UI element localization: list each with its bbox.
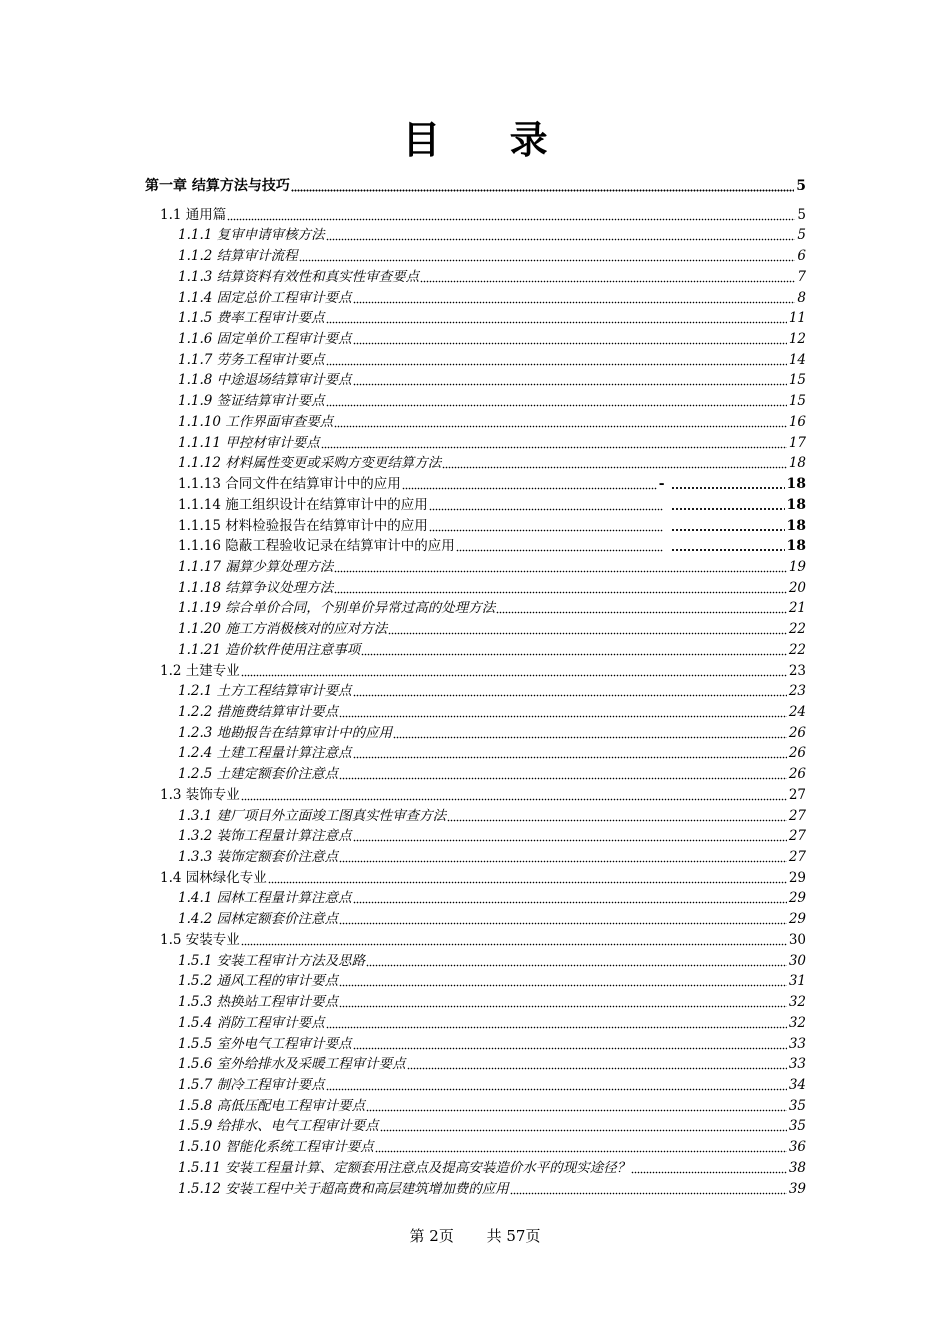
toc-entry[interactable] [178, 349, 806, 369]
toc-entry-title: 1.4 园林绿化专业 [160, 869, 267, 886]
toc-leader-dots [353, 745, 787, 759]
toc-leader-dots [321, 435, 787, 449]
toc-entry[interactable] [178, 1053, 806, 1073]
toc-leader-dots [326, 352, 787, 366]
toc-entry-title: 1.5.7 制冷工程审计要点 [178, 1076, 325, 1093]
toc-entry-title: 1.2 土建专业 [160, 662, 240, 679]
toc-entry-title: 1.1.2 结算审计流程 [178, 248, 298, 265]
toc-entry[interactable] [160, 867, 806, 887]
toc-entry[interactable] [178, 224, 806, 244]
toc-entry-page: 29 [788, 869, 806, 886]
toc-entry-page: 38 [788, 1159, 806, 1176]
toc-entry-page: 36 [788, 1139, 806, 1156]
toc-leader-dots [268, 870, 787, 884]
toc-entry-page: 8 [797, 289, 806, 306]
toc-entry-page: 14 [788, 351, 806, 368]
toc-leader-dots [339, 849, 787, 863]
toc-leader-dots [375, 1139, 787, 1153]
toc-entry-page: 5 [796, 178, 806, 194]
toc-leader-dots [326, 1077, 787, 1091]
toc-leader-dots [388, 621, 787, 635]
toc-leader-dots [241, 932, 787, 946]
toc-entry[interactable] [178, 1033, 806, 1053]
toc-entry[interactable] [178, 432, 806, 452]
toc-leader-dots [429, 497, 663, 511]
toc-entry[interactable] [178, 887, 806, 907]
toc-leader-dots-bold [671, 476, 785, 490]
toc-entry-title: 1.5.6 室外给排水及采暖工程审计要点 [178, 1056, 406, 1073]
toc-leader-dots [334, 580, 787, 594]
toc-entry[interactable] [178, 556, 806, 576]
toc-entry-page: 27 [788, 807, 806, 824]
toc-entry-title: 1.2.4 土建工程量计算注意点 [178, 745, 352, 762]
toc-entry-page: 15 [788, 372, 806, 389]
toc-entry[interactable] [178, 369, 806, 389]
toc-entry[interactable] [178, 1012, 806, 1032]
toc-leader-dots [510, 1181, 787, 1195]
toc-entry[interactable] [160, 660, 806, 680]
toc-entry-title: 1.5.1 安装工程审计方法及思路 [178, 952, 366, 969]
toc-entry-page: 11 [788, 310, 806, 327]
toc-entry-page: 27 [788, 786, 806, 803]
toc-leader-dots [227, 207, 795, 221]
toc-leader-dots [334, 559, 787, 573]
toc-leader-dots [339, 911, 787, 925]
toc-leader-dots [291, 178, 794, 192]
toc-leader-dots [496, 600, 787, 614]
toc-entry-title: 1.5.4 消防工程审计要点 [178, 1014, 325, 1031]
toc-entry-page: 5 [797, 227, 806, 244]
toc-entry-page: 29 [788, 911, 806, 928]
toc-entry-page: 6 [797, 248, 806, 265]
toc-entry-page: 23 [788, 683, 806, 700]
toc-entry-page: 29 [788, 890, 806, 907]
toc-entry-page: 22 [788, 621, 806, 638]
toc-entry[interactable] [160, 204, 806, 224]
toc-entry-title: 1.1.8 中途退场结算审计要点 [178, 372, 352, 389]
toc-leader-dots-bold [671, 497, 785, 511]
toc-leader-dots [353, 290, 796, 304]
toc-entry-page: 30 [788, 931, 806, 948]
toc-entry[interactable] [178, 515, 806, 535]
toc-entry-title: 1.1.9 签证结算审计要点 [178, 393, 325, 410]
toc-entry-page: 7 [797, 268, 806, 285]
toc-leader-dots [456, 538, 663, 552]
toc-entry-page: 18 [786, 538, 806, 555]
page-number: 第 2页 [409, 1227, 454, 1245]
toc-entry[interactable] [178, 266, 806, 286]
toc-entry-title: 1.2.1 土方工程结算审计要点 [178, 683, 352, 700]
toc-entry-title: 1.1.19 综合单价合同，个别单价异常过高的处理方法 [178, 600, 496, 617]
toc-entry[interactable] [178, 494, 806, 514]
toc-entry[interactable] [178, 1074, 806, 1094]
toc-entry-page: 26 [788, 745, 806, 762]
toc-entry[interactable] [178, 1136, 806, 1156]
toc-leader-dots [326, 1015, 787, 1029]
toc-leader-dots [241, 787, 787, 801]
toc-entry-page: 33 [788, 1035, 806, 1052]
toc-entry-page: 16 [788, 413, 806, 430]
toc-leader-dots [339, 766, 787, 780]
toc-entry[interactable] [178, 535, 806, 555]
toc-leader-dots [326, 227, 796, 241]
toc-leader-dots [241, 663, 787, 677]
toc-entry-page: 30 [788, 952, 806, 969]
toc-leader-dots [429, 518, 663, 532]
toc-entry[interactable] [178, 473, 806, 493]
toc-leader-dots [393, 725, 787, 739]
toc-leader-dots [353, 1036, 787, 1050]
toc-entry[interactable] [178, 639, 806, 659]
toc-entry-title: 1.4.1 园林工程量计算注意点 [178, 890, 352, 907]
toc-entry-page: 22 [788, 641, 806, 658]
toc-leader-dots [402, 476, 657, 490]
toc-entry-title: 1.1.11 甲控材审计要点 [178, 434, 320, 451]
toc-entry[interactable] [178, 1115, 806, 1135]
toc-leader-dots [366, 1098, 787, 1112]
toc-leader-dots-bold [671, 518, 785, 532]
toc-entry-title: 1.1.5 费率工程审计要点 [178, 310, 325, 327]
toc-leader-dots [326, 310, 787, 324]
toc-entry-page: 32 [788, 994, 806, 1011]
toc-entry[interactable] [178, 846, 806, 866]
toc-leader-dots [353, 890, 787, 904]
toc-entry[interactable] [178, 1095, 806, 1115]
toc-leader-dots [334, 414, 787, 428]
toc-entry-title: 1.5.5 室外电气工程审计要点 [178, 1035, 352, 1052]
toc-entry-title: 1.3.2 装饰工程量计算注意点 [178, 828, 352, 845]
toc-entry-page: 34 [788, 1076, 806, 1093]
toc-entry[interactable] [178, 245, 806, 265]
toc-entry[interactable] [178, 328, 806, 348]
toc-entry-page: 24 [788, 704, 806, 720]
toc-entry-title: 1.1.7 劳务工程审计要点 [178, 351, 325, 368]
toc-leader-dots-bold [671, 538, 785, 552]
toc-entry-title: 1.1.12 材料属性变更或采购方变更结算方法 [178, 455, 442, 472]
toc-entry-page: 17 [788, 434, 806, 451]
toc-leader-prefix: - [658, 476, 665, 493]
toc-entry-title: 1.4.2 园林定额套价注意点 [178, 911, 339, 928]
toc-entry[interactable] [178, 577, 806, 597]
toc-entry-page: 32 [788, 1014, 806, 1031]
toc-entry-page: 18 [786, 517, 806, 534]
toc-entry-title: 1.1.17 漏算少算处理方法 [178, 558, 334, 575]
toc-entry[interactable] [178, 742, 806, 762]
toc-entry[interactable] [178, 1178, 806, 1198]
toc-entry[interactable] [178, 991, 806, 1011]
toc-entry[interactable] [178, 597, 806, 617]
toc-entry[interactable] [178, 307, 806, 327]
toc-entry[interactable] [160, 784, 806, 804]
toc-entry[interactable] [178, 950, 806, 970]
toc-entry-title: 1.2.3 地勘报告在结算审计中的应用 [178, 724, 393, 741]
toc-leader-dots [339, 973, 787, 987]
toc-entry-title: 1.3.1 建厂项目外立面竣工图真实性审查方法 [178, 807, 447, 824]
toc-entry-title: 1.5.12 安装工程中关于超高费和高层建筑增加费的应用 [178, 1180, 509, 1197]
toc-entry-title: 1.1.14 施工组织设计在结算审计中的应用 [178, 496, 428, 513]
toc-entry[interactable] [145, 175, 806, 195]
toc-entry-title: 1.1.13 合同文件在结算审计中的应用 [178, 476, 401, 493]
toc-entry[interactable] [178, 825, 806, 845]
toc-entry-title: 1.1.15 材料检验报告在结算审计中的应用 [178, 517, 428, 534]
toc-entry[interactable] [178, 970, 806, 990]
toc-entry-page: 39 [788, 1180, 806, 1197]
toc-entry-title: 1.5.8 高低压配电工程审计要点 [178, 1097, 366, 1114]
toc-entry[interactable] [178, 680, 806, 700]
toc-entry-page: 23 [788, 662, 806, 679]
toc-leader-dots [442, 455, 787, 469]
toc-entry[interactable] [178, 805, 806, 825]
toc-leader-dots [353, 372, 787, 386]
toc-leader-dots [326, 393, 787, 407]
page-footer [0, 1226, 950, 1246]
toc-entry-title: 1.5.10 智能化系统工程审计要点 [178, 1139, 374, 1156]
toc-leader-dots [299, 248, 796, 262]
toc-leader-dots [407, 1056, 787, 1070]
toc-leader-dots [353, 828, 787, 842]
toc-entry[interactable] [178, 722, 806, 742]
toc-entry-page: 18 [786, 496, 806, 513]
toc-entry-page: 18 [788, 455, 806, 472]
toc-entry-page: 26 [788, 724, 806, 741]
toc-entry[interactable] [160, 929, 806, 949]
page-total: 共 57页 [486, 1227, 541, 1245]
toc-entry-page: 27 [788, 849, 806, 866]
toc-entry-page: 27 [788, 828, 806, 845]
toc-entry-title: 1.2.5 土建定额套价注意点 [178, 766, 339, 783]
toc-entry-page: 26 [788, 766, 806, 783]
toc-entry-title: 1.5 安装专业 [160, 931, 240, 948]
toc-entry-title: 1.3.3 装饰定额套价注意点 [178, 849, 339, 866]
toc-entry-title: 1.1.18 结算争议处理方法 [178, 579, 334, 596]
toc-entry-title: 1.1.3 结算资料有效性和真实性审查要点 [178, 268, 420, 285]
toc-entry[interactable] [178, 908, 806, 928]
toc-entry-title: 1.1 通用篇 [160, 206, 227, 223]
toc-entry[interactable] [178, 452, 806, 472]
toc-entry-page: 19 [788, 558, 806, 575]
toc-entry-title: 第一章 结算方法与技巧 [145, 178, 290, 194]
toc-leader-dots [420, 269, 795, 283]
toc-entry-title: 1.1.20 施工方消极核对的应对方法 [178, 621, 388, 638]
toc-entry[interactable] [178, 411, 806, 431]
toc-entry-page: 35 [788, 1097, 806, 1114]
toc-entry-page: 35 [788, 1118, 806, 1135]
toc-leader-dots [447, 808, 787, 822]
toc-leader-dots [380, 1118, 787, 1132]
toc-entry-title: 1.5.11 安装工程量计算、定额套用注意点及提高安装造价水平的现实途径？ [178, 1159, 631, 1176]
toc-entry-page: 33 [788, 1056, 806, 1073]
toc-entry[interactable] [178, 618, 806, 638]
toc-entry-title: 1.5.3 热换站工程审计要点 [178, 994, 339, 1011]
toc-entry-page: 5 [797, 206, 806, 223]
toc-entry-title: 1.1.10 工作界面审查要点 [178, 413, 334, 430]
toc-leader-dots [353, 331, 787, 345]
toc-entry[interactable] [178, 763, 806, 783]
toc-entry[interactable] [178, 287, 806, 307]
toc-entry-page: 18 [786, 476, 806, 493]
toc-entry-page: 12 [788, 331, 806, 348]
toc-leader-dots [366, 953, 787, 967]
toc-leader-dots [339, 994, 787, 1008]
toc-leader-dots [631, 1160, 787, 1174]
toc-leader-dots [361, 642, 787, 656]
toc-entry-title: 1.5.2 通风工程的审计要点 [178, 973, 339, 990]
toc-entry-title: 1.1.6 固定单价工程审计要点 [178, 331, 352, 348]
toc-entry-page: 21 [788, 600, 806, 617]
toc-entry[interactable] [178, 1157, 806, 1177]
toc-entry-title: 1.1.21 造价软件使用注意事项 [178, 641, 361, 658]
toc-entry-title: 1.1.4 固定总价工程审计要点 [178, 289, 352, 306]
page-title: 目 录 [402, 117, 576, 162]
toc-entry-page: 31 [788, 973, 806, 990]
toc-entry-title: 1.2.2 措施费结算审计要点 [178, 704, 339, 720]
toc-entry-title: 1.1.1 复审申请审核方法 [178, 227, 325, 244]
toc-entry-title: 1.5.9 给排水、电气工程审计要点 [178, 1118, 379, 1135]
toc-entry[interactable] [178, 390, 806, 410]
toc-entry-title: 1.1.16 隐蔽工程验收记录在结算审计中的应用 [178, 538, 455, 555]
toc-entry-page: 20 [788, 579, 806, 596]
toc-entry-page: 15 [788, 393, 806, 410]
toc-leader-dots [339, 704, 787, 718]
toc-entry-title: 1.3 装饰专业 [160, 786, 240, 803]
toc-leader-dots [353, 683, 787, 697]
toc-entry[interactable] [178, 701, 806, 721]
